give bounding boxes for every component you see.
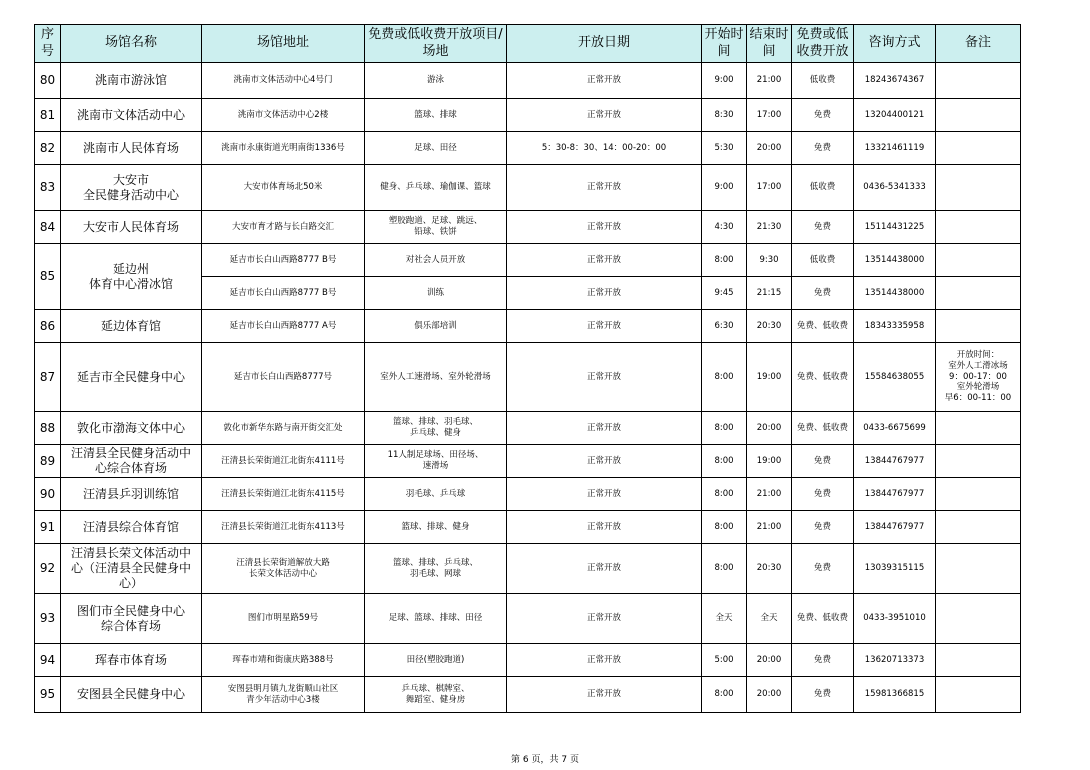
row-number: 92 xyxy=(35,544,61,594)
open-items: 室外人工速滑场、室外轮滑场 xyxy=(365,343,507,412)
open-items: 训练 xyxy=(365,277,507,310)
contact-phone: 13844767977 xyxy=(854,445,936,478)
table-row xyxy=(35,132,1021,165)
header-end: 结束时间 xyxy=(747,25,792,63)
venue-address: 珲春市靖和街康庆路388号 xyxy=(202,644,365,677)
venue-name: 汪清县长荣文体活动中 心（汪清县全民健身中 心） xyxy=(61,544,202,594)
row-number: 91 xyxy=(35,511,61,544)
start-time: 全天 xyxy=(702,594,747,644)
start-time: 9:00 xyxy=(702,63,747,99)
venue-name: 延吉市全民健身中心 xyxy=(61,343,202,412)
header-fee: 免费或低收费开放 xyxy=(792,25,854,63)
contact-phone: 0433-6675699 xyxy=(854,412,936,445)
remarks: 开放时间： 室外人工滑冰场 9：00-17：00 室外轮滑场 早6：00-11：00 xyxy=(936,343,1021,412)
venue-address: 敦化市新华东路与南开街交汇处 xyxy=(202,412,365,445)
start-time: 9:45 xyxy=(702,277,747,310)
venue-address: 大安市育才路与长白路交汇 xyxy=(202,211,365,244)
start-time: 8:00 xyxy=(702,511,747,544)
contact-phone: 13321461119 xyxy=(854,132,936,165)
open-items: 对社会人员开放 xyxy=(365,244,507,277)
fee-type: 免费 xyxy=(792,478,854,511)
open-items: 篮球、排球、乒乓球、 羽毛球、网球 xyxy=(365,544,507,594)
remarks xyxy=(936,412,1021,445)
open-items: 健身、乒乓球、瑜伽课、篮球 xyxy=(365,165,507,211)
start-time: 8:00 xyxy=(702,677,747,713)
contact-phone: 15981366815 xyxy=(854,677,936,713)
venue-address: 延吉市长白山西路8777 A号 xyxy=(202,310,365,343)
row-number: 82 xyxy=(35,132,61,165)
open-dates: 5：30-8：30、14：00-20：00 xyxy=(507,132,702,165)
venue-address: 汪清县长荣街道解放大路 长荣文体活动中心 xyxy=(202,544,365,594)
start-time: 8:00 xyxy=(702,343,747,412)
open-items: 篮球、排球、羽毛球、 乒乓球、健身 xyxy=(365,412,507,445)
fee-type: 低收费 xyxy=(792,63,854,99)
fee-type: 免费 xyxy=(792,544,854,594)
remarks xyxy=(936,277,1021,310)
open-items: 俱乐部培训 xyxy=(365,310,507,343)
venue-name: 珲春市体育场 xyxy=(61,644,202,677)
venue-name: 安图县全民健身中心 xyxy=(61,677,202,713)
venue-name: 汪清县综合体育馆 xyxy=(61,511,202,544)
open-dates: 正常开放 xyxy=(507,412,702,445)
start-time: 8:00 xyxy=(702,544,747,594)
venue-name: 延边体育馆 xyxy=(61,310,202,343)
table-row xyxy=(35,511,1021,544)
remarks xyxy=(936,644,1021,677)
open-dates: 正常开放 xyxy=(507,211,702,244)
row-number: 85 xyxy=(35,244,61,310)
venue-address: 图们市明星路59号 xyxy=(202,594,365,644)
remarks xyxy=(936,511,1021,544)
contact-phone: 0436-5341333 xyxy=(854,165,936,211)
table-row xyxy=(35,644,1021,677)
end-time: 21:30 xyxy=(747,211,792,244)
remarks xyxy=(936,244,1021,277)
open-dates: 正常开放 xyxy=(507,244,702,277)
fee-type: 免费 xyxy=(792,677,854,713)
fee-type: 免费、低收费 xyxy=(792,343,854,412)
contact-phone: 13844767977 xyxy=(854,511,936,544)
open-dates: 正常开放 xyxy=(507,511,702,544)
venue-name: 大安市 全民健身活动中心 xyxy=(61,165,202,211)
start-time: 5:00 xyxy=(702,644,747,677)
fee-type: 免费、低收费 xyxy=(792,594,854,644)
open-dates: 正常开放 xyxy=(507,644,702,677)
contact-phone: 18343335958 xyxy=(854,310,936,343)
start-time: 8:00 xyxy=(702,478,747,511)
remarks xyxy=(936,594,1021,644)
open-items: 塑胶跑道、足球、跳远、 铅球、铁饼 xyxy=(365,211,507,244)
end-time: 21:00 xyxy=(747,63,792,99)
end-time: 19:00 xyxy=(747,343,792,412)
venue-address: 安图县明月镇九龙街顺山社区 青少年活动中心3楼 xyxy=(202,677,365,713)
table-row xyxy=(35,478,1021,511)
fee-type: 免费、低收费 xyxy=(792,412,854,445)
open-items: 篮球、排球、健身 xyxy=(365,511,507,544)
start-time: 8:30 xyxy=(702,99,747,132)
open-items: 篮球、排球 xyxy=(365,99,507,132)
venue-name: 大安市人民体育场 xyxy=(61,211,202,244)
table-header-row xyxy=(35,25,1021,63)
contact-phone: 15114431225 xyxy=(854,211,936,244)
header-dates: 开放日期 xyxy=(507,25,702,63)
start-time: 9:00 xyxy=(702,165,747,211)
fee-type: 免费 xyxy=(792,211,854,244)
row-number: 86 xyxy=(35,310,61,343)
remarks xyxy=(936,445,1021,478)
end-time: 20:30 xyxy=(747,544,792,594)
header-address: 场馆地址 xyxy=(202,25,365,63)
remarks xyxy=(936,211,1021,244)
end-time: 21:00 xyxy=(747,478,792,511)
venue-address: 汪清县长荣街道江北街东4111号 xyxy=(202,445,365,478)
end-time: 17:00 xyxy=(747,99,792,132)
venue-name: 洮南市人民体育场 xyxy=(61,132,202,165)
header-items: 免费或低收费开放项目/场地 xyxy=(365,25,507,63)
fee-type: 免费 xyxy=(792,132,854,165)
table-row xyxy=(35,544,1021,594)
start-time: 8:00 xyxy=(702,412,747,445)
end-time: 20:00 xyxy=(747,677,792,713)
table-row xyxy=(35,412,1021,445)
end-time: 19:00 xyxy=(747,445,792,478)
open-dates: 正常开放 xyxy=(507,478,702,511)
table-row xyxy=(35,165,1021,211)
end-time: 21:00 xyxy=(747,511,792,544)
open-items: 羽毛球、乒乓球 xyxy=(365,478,507,511)
venue-address: 延吉市长白山西路8777号 xyxy=(202,343,365,412)
venue-address: 汪清县长荣街道江北街东4115号 xyxy=(202,478,365,511)
row-number: 84 xyxy=(35,211,61,244)
remarks xyxy=(936,99,1021,132)
venue-address: 大安市体育场北50米 xyxy=(202,165,365,211)
open-dates: 正常开放 xyxy=(507,310,702,343)
table-row xyxy=(35,99,1021,132)
venue-name: 洮南市文体活动中心 xyxy=(61,99,202,132)
end-time: 21:15 xyxy=(747,277,792,310)
end-time: 17:00 xyxy=(747,165,792,211)
open-items: 田径(塑胶跑道) xyxy=(365,644,507,677)
open-items: 游泳 xyxy=(365,63,507,99)
open-items: 11人制足球场、田径场、 速滑场 xyxy=(365,445,507,478)
open-dates: 正常开放 xyxy=(507,445,702,478)
contact-phone: 13620713373 xyxy=(854,644,936,677)
start-time: 8:00 xyxy=(702,445,747,478)
fee-type: 低收费 xyxy=(792,244,854,277)
open-dates: 正常开放 xyxy=(507,165,702,211)
open-items: 乒乓球、棋牌室、 舞蹈室、健身房 xyxy=(365,677,507,713)
venue-name: 洮南市游泳馆 xyxy=(61,63,202,99)
contact-phone: 18243674367 xyxy=(854,63,936,99)
fee-type: 免费 xyxy=(792,445,854,478)
open-items: 足球、田径 xyxy=(365,132,507,165)
row-number: 90 xyxy=(35,478,61,511)
header-note: 备注 xyxy=(936,25,1021,63)
row-number: 88 xyxy=(35,412,61,445)
open-dates: 正常开放 xyxy=(507,677,702,713)
venue-address: 延吉市长白山西路8777 B号 xyxy=(202,244,365,277)
remarks xyxy=(936,165,1021,211)
end-time: 全天 xyxy=(747,594,792,644)
venue-name: 图们市全民健身中心 综合体育场 xyxy=(61,594,202,644)
row-number: 80 xyxy=(35,63,61,99)
venue-address: 汪清县长荣街道江北街东4113号 xyxy=(202,511,365,544)
contact-phone: 13039315115 xyxy=(854,544,936,594)
remarks xyxy=(936,478,1021,511)
venue-address: 延吉市长白山西路8777 B号 xyxy=(202,277,365,310)
contact-phone: 13204400121 xyxy=(854,99,936,132)
contact-phone: 13514438000 xyxy=(854,244,936,277)
fee-type: 免费 xyxy=(792,277,854,310)
start-time: 4:30 xyxy=(702,211,747,244)
fee-type: 低收费 xyxy=(792,165,854,211)
start-time: 8:00 xyxy=(702,244,747,277)
row-number: 94 xyxy=(35,644,61,677)
header-contact: 咨询方式 xyxy=(854,25,936,63)
open-items: 足球、篮球、排球、田径 xyxy=(365,594,507,644)
table-row xyxy=(35,211,1021,244)
venue-name: 汪清县乒羽训练馆 xyxy=(61,478,202,511)
start-time: 5:30 xyxy=(702,132,747,165)
fee-type: 免费、低收费 xyxy=(792,310,854,343)
open-dates: 正常开放 xyxy=(507,343,702,412)
fee-type: 免费 xyxy=(792,99,854,132)
venue-address: 洮南市文体活动中心4号门 xyxy=(202,63,365,99)
end-time: 9:30 xyxy=(747,244,792,277)
venue-table xyxy=(34,24,1021,713)
fee-type: 免费 xyxy=(792,511,854,544)
table-body xyxy=(35,63,1021,713)
venue-name: 延边州 体育中心滑冰馆 xyxy=(61,244,202,310)
open-dates: 正常开放 xyxy=(507,99,702,132)
remarks xyxy=(936,132,1021,165)
end-time: 20:00 xyxy=(747,644,792,677)
row-number: 93 xyxy=(35,594,61,644)
venue-address: 洮南市永康街道光明南街1336号 xyxy=(202,132,365,165)
row-number: 89 xyxy=(35,445,61,478)
venue-name: 敦化市渤海文体中心 xyxy=(61,412,202,445)
remarks xyxy=(936,544,1021,594)
end-time: 20:00 xyxy=(747,132,792,165)
header-no: 序号 xyxy=(35,25,61,63)
row-number: 95 xyxy=(35,677,61,713)
end-time: 20:30 xyxy=(747,310,792,343)
remarks xyxy=(936,310,1021,343)
contact-phone: 15584638055 xyxy=(854,343,936,412)
open-dates: 正常开放 xyxy=(507,544,702,594)
row-number: 87 xyxy=(35,343,61,412)
table-row xyxy=(35,63,1021,99)
venue-name: 汪清县全民健身活动中 心综合体育场 xyxy=(61,445,202,478)
open-dates: 正常开放 xyxy=(507,277,702,310)
row-number: 83 xyxy=(35,165,61,211)
start-time: 6:30 xyxy=(702,310,747,343)
table-row xyxy=(35,244,1021,277)
contact-phone: 0433-3951010 xyxy=(854,594,936,644)
remarks xyxy=(936,677,1021,713)
table-row xyxy=(35,445,1021,478)
table-row xyxy=(35,343,1021,412)
open-dates: 正常开放 xyxy=(507,63,702,99)
end-time: 20:00 xyxy=(747,412,792,445)
header-start: 开始时间 xyxy=(702,25,747,63)
remarks xyxy=(936,63,1021,99)
venue-address: 洮南市文体活动中心2楼 xyxy=(202,99,365,132)
page-footer: 第 6 页，共 7 页 xyxy=(511,755,579,765)
header-name: 场馆名称 xyxy=(61,25,202,63)
row-number: 81 xyxy=(35,99,61,132)
table-row xyxy=(35,310,1021,343)
table-row xyxy=(35,677,1021,713)
fee-type: 免费 xyxy=(792,644,854,677)
table-row xyxy=(35,594,1021,644)
contact-phone: 13514438000 xyxy=(854,277,936,310)
open-dates: 正常开放 xyxy=(507,594,702,644)
contact-phone: 13844767977 xyxy=(854,478,936,511)
